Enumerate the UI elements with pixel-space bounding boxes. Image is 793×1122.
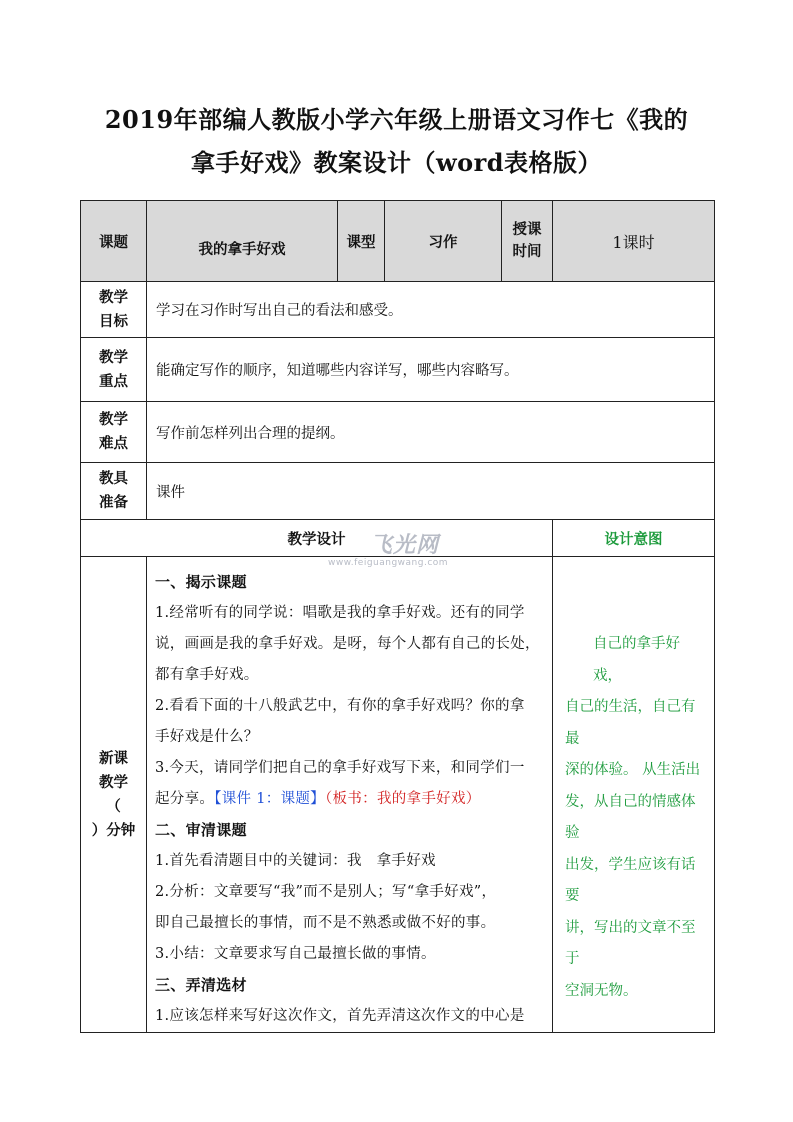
courseware-note: 【课件 1：课题】 xyxy=(214,791,325,807)
lesson-content xyxy=(147,557,553,1033)
document-title-line-1: 2019年部编人教版小学六年级上册语文习作七《我的 xyxy=(104,105,689,134)
content-line: 1.经常听有的同学说：唱歌是我的拿手好戏。还有的同学 xyxy=(155,605,525,621)
type-label: 课型 xyxy=(338,201,385,282)
key-points-label-line-1: 教学 xyxy=(99,349,128,366)
materials-label-line-1: 教具 xyxy=(99,471,128,487)
watermark-url: www.feiguangwang.com xyxy=(328,558,449,568)
new-lesson-label-line-2: 教学 xyxy=(99,774,128,791)
intent-line: 讲，写出的文章不至于 xyxy=(565,919,696,967)
design-intent xyxy=(553,557,715,1033)
content-line xyxy=(155,784,548,815)
content-line: 手好戏是什么？ xyxy=(155,729,259,745)
difficulties-label xyxy=(81,402,147,463)
section-heading: 二、审清课题 xyxy=(155,821,247,839)
intent-line: 空洞无物。 xyxy=(565,982,638,999)
content-line: 即自己最擅长的事情，而不是不熟悉或做不好的事。 xyxy=(155,915,496,931)
content-line: 都有拿手好戏。 xyxy=(155,667,259,683)
key-points-label xyxy=(81,338,147,402)
type-value: 习作 xyxy=(385,201,502,282)
intent-header: 设计意图 xyxy=(553,520,715,557)
time-value: 1课时 xyxy=(553,201,715,282)
header-row xyxy=(81,201,715,282)
content-line: 1.应该怎样来写好这次作文，首先弄清这次作文的中心是 xyxy=(155,1008,525,1024)
difficulties-text: 写作前怎样列出合理的提纲。 xyxy=(147,402,715,463)
intent-line: 自己的生活，自己有最 xyxy=(565,699,696,747)
intent-line: 出发，学生应该有话要 xyxy=(565,856,696,904)
topic-label: 课题 xyxy=(81,201,147,282)
content-line: 说，画画是我的拿手好戏。是呀，每个人都有自己的长处， xyxy=(155,636,540,652)
content-line: 2.分析：文章要写“我”而不是别人；写“拿手好戏”， xyxy=(155,884,497,900)
section-heading: 三、弄清选材 xyxy=(155,976,247,994)
topic-value: 我的拿手好戏 xyxy=(147,201,338,282)
new-lesson-label-line-4: ）分钟 xyxy=(91,822,136,839)
watermark-brand: 飞光网 xyxy=(370,533,440,558)
content-line: 3.今天，请同学们把自己的拿手好戏写下来，和同学们一 xyxy=(155,760,525,776)
section-heading: 一、揭示课题 xyxy=(155,573,247,591)
new-lesson-label-line-1: 新课 xyxy=(99,750,128,767)
objectives-label-line-2: 目标 xyxy=(99,313,128,330)
key-points-text: 能确定写作的顺序，知道哪些内容详写，哪些内容略写。 xyxy=(147,338,715,402)
key-points-label-line-2: 重点 xyxy=(99,373,128,390)
content-line: 3.小结：文章要求写自己最擅长做的事情。 xyxy=(155,946,436,962)
materials-text: 课件 xyxy=(147,463,715,520)
objectives-text: 学习在习作时写出自己的看法和感受。 xyxy=(147,282,715,338)
materials-label xyxy=(81,463,147,520)
board-note: （板书：我的拿手好戏） xyxy=(325,791,481,807)
new-lesson-label xyxy=(81,557,147,1033)
content-text: 起分享。 xyxy=(155,791,215,807)
content-line: 2.看看下面的十八般武艺中，有你的拿手好戏吗？你的拿 xyxy=(155,698,525,714)
content-line: 1.首先看清题目中的关键词：我 拿手好戏 xyxy=(155,853,436,869)
difficulties-label-line-1: 教学 xyxy=(99,412,128,428)
intent-line: 深的体验。 从生活出 xyxy=(565,762,701,778)
intent-line: 发，从自己的情感体验 xyxy=(565,793,696,841)
document-title-line-2: 拿手好戏》教案设计（word表格版） xyxy=(190,148,603,177)
objectives-label xyxy=(81,282,147,338)
objectives-label-line-1: 教学 xyxy=(99,289,128,306)
design-header: 教学设计 xyxy=(81,520,553,557)
time-label xyxy=(502,201,553,282)
time-label-line-1: 授课 xyxy=(512,222,542,238)
materials-label-line-2: 准备 xyxy=(99,495,128,511)
difficulties-label-line-2: 难点 xyxy=(99,436,128,452)
new-lesson-row xyxy=(81,557,715,1033)
difficulties-row xyxy=(81,402,715,463)
new-lesson-label-line-3: （ xyxy=(106,798,121,815)
design-header-row xyxy=(81,520,715,557)
time-label-line-2: 时间 xyxy=(512,244,542,260)
intent-line: 自己的拿手好戏， xyxy=(593,636,680,684)
key-points-row xyxy=(81,338,715,402)
materials-row xyxy=(81,463,715,520)
lesson-plan-table xyxy=(80,200,715,1033)
objectives-row xyxy=(81,282,715,338)
